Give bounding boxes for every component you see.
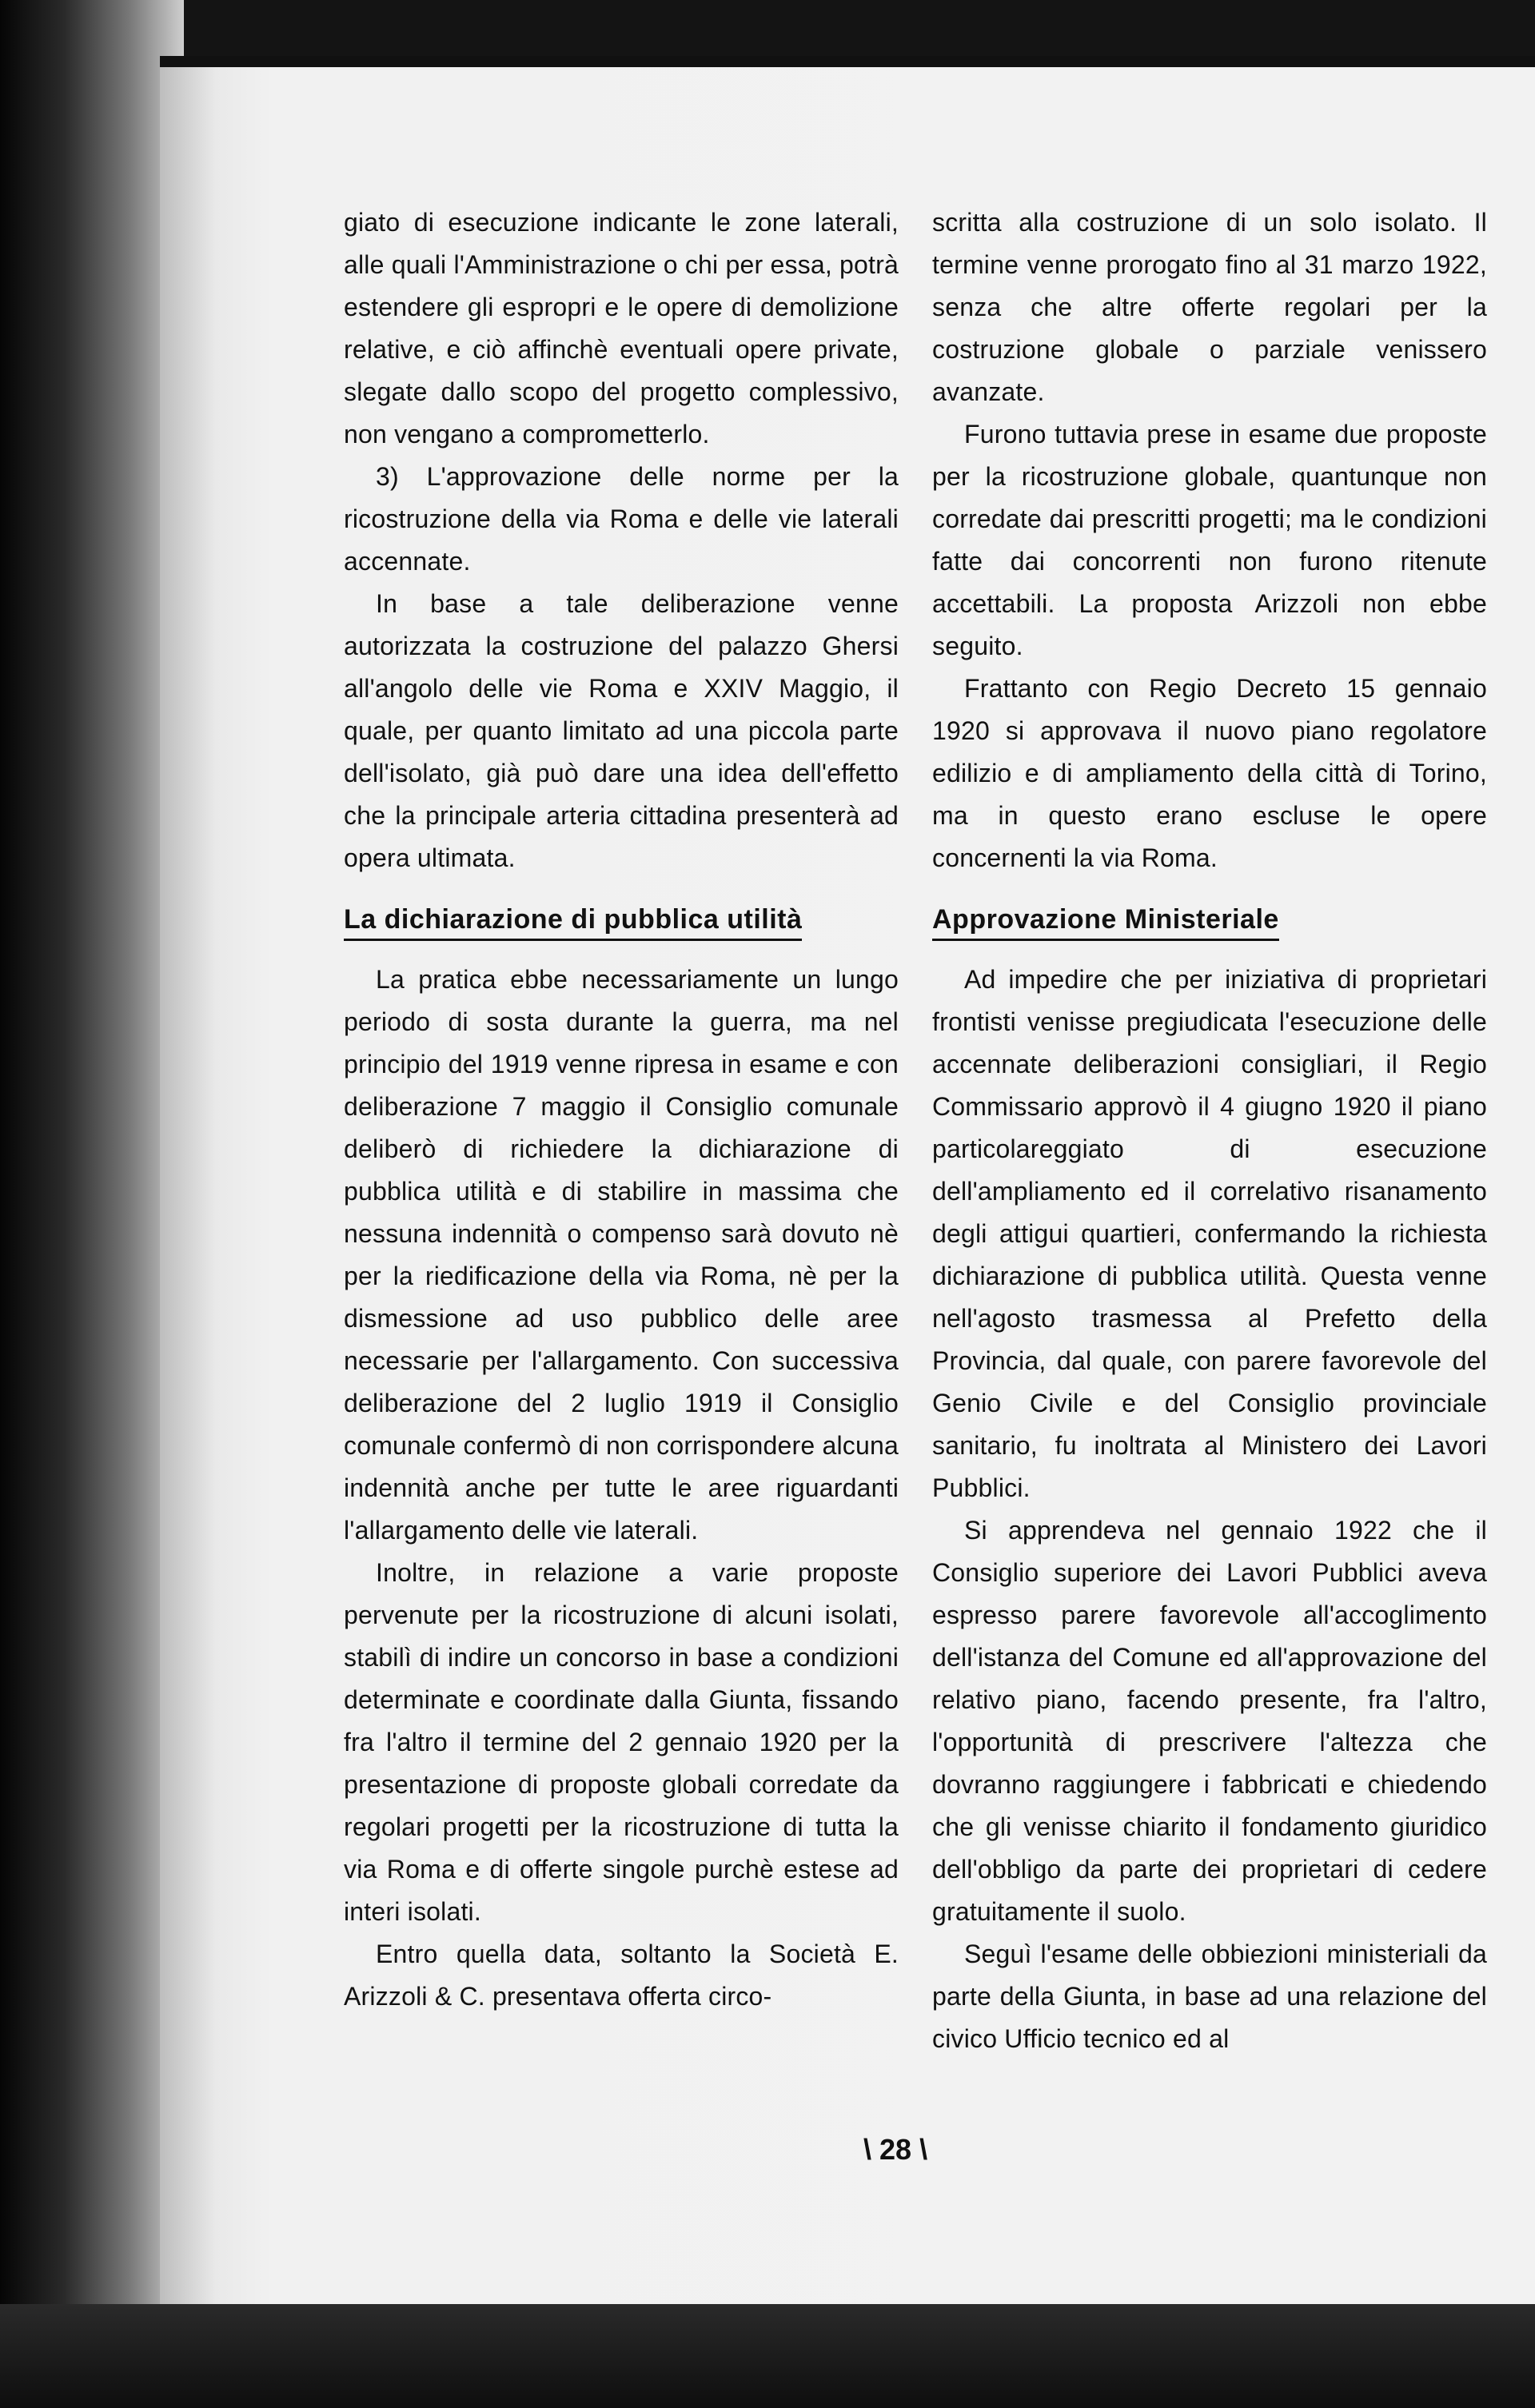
section-heading-pubblica-utilita: La dichiarazione di pubblica utilità — [344, 900, 802, 941]
scan-dark-edge — [0, 0, 184, 2408]
left-text-column — [344, 201, 899, 2018]
left-paragraph-6: Entro quella data, soltanto la Società E. Arizzoli & C. presentava offerta circo- — [344, 1940, 899, 2011]
left-paragraph-2: 3) L'approvazione delle norme per la ricostruzione della via Roma e delle vie laterali accennate. — [344, 462, 899, 576]
scan-bottom-band — [0, 2304, 1535, 2408]
left-paragraph-4: La pratica ebbe necessariamente un lungo periodo di sosta durante la guerra, ma nel principio del 1919 venne ripresa in esame e con deliberazione 7 maggio il Consiglio comunale deliberò di richiedere la dichiarazione di pubblica utilità e di stabilire in massima che nessuna indennità o compenso sarà dovuto nè per la riedificazione della via Roma, nè per la dismessione ad uso pubblico delle aree necessarie per l'allargamento. Con successiva deliberazione del 2 luglio 1919 il Consiglio comunale confermò di non corrispondere alcuna indennità anche per tutte le aree riguardanti l'allargamento delle vie laterali. — [344, 965, 899, 1545]
right-text-column — [932, 201, 1487, 2060]
right-paragraph-3: Frattanto con Regio Decreto 15 gennaio 1920 si approvava il nuovo piano regolatore edilizio e di ampliamento della città di Torino, ma in questo erano escluse le opere concernenti la via Roma. — [932, 674, 1487, 872]
right-paragraph-2: Furono tuttavia prese in esame due proposte per la ricostruzione globale, quantunque non corredate dai prescritti progetti; ma le condizioni fatte dai concorrenti non furono ritenute accettabili. La proposta Arizzoli non ebbe seguito. — [932, 420, 1487, 660]
page-number — [863, 2133, 927, 2167]
page-number-value: 28 — [879, 2133, 912, 2166]
page-number-left-mark: \ — [863, 2133, 880, 2166]
left-paragraph-5: Inoltre, in relazione a varie proposte pervenute per la ricostruzione di alcuni isolati, stabilì di indire un concorso in base a condizioni determinate e coordinate dalla Giunta, fissando fra l'altro il termine del 2 gennaio 1920 per la presentazione di proposte globali corredate da regolari progetti per la ricostruzione di tutta la via Roma e di offerte singole purchè estese ad interi isolati. — [344, 1558, 899, 1926]
page-number-right-mark: \ — [911, 2133, 928, 2166]
right-paragraph-5: Si apprendeva nel gennaio 1922 che il Consiglio superiore dei Lavori Pubblici aveva espresso parere favorevole all'accoglimento dell'istanza del Comune ed all'approvazione del relativo piano, facendo presente, fra l'altro, l'opportunità di prescrivere l'altezza che dovranno raggiungere i fabbricati e chiedendo che gli venisse chiarito il fondamento giuridico dell'obbligo da parte dei proprietari di cedere gratuitamente il suolo. — [932, 1516, 1487, 1926]
section-heading-approvazione-ministeriale: Approvazione Ministeriale — [932, 900, 1279, 941]
left-paragraph-1: giato di esecuzione indicante le zone laterali, alle quali l'Amministrazione o chi per essa, potrà estendere gli espropri e le opere di demolizione relative, e ciò affinchè eventuali opere private, slegate dallo scopo del progetto complessivo, non vengano a comprometterlo. — [344, 208, 899, 449]
left-paragraph-3: In base a tale deliberazione venne autorizzata la costruzione del palazzo Ghersi all'angolo delle vie Roma e XXIV Maggio, il quale, per quanto limitato ad una piccola parte dell'isolato, già può dare una idea dell'effetto che la principale arteria cittadina presenterà ad opera ultimata. — [344, 589, 899, 872]
right-paragraph-6: Seguì l'esame delle obbiezioni ministeriali da parte della Giunta, in base ad una relazione del civico Ufficio tecnico ed al — [932, 1940, 1487, 2053]
right-paragraph-4: Ad impedire che per iniziativa di proprietari frontisti venisse pregiudicata l'esecuzione delle accennate deliberazioni consigliari, il Regio Commissario approvò il 4 giugno 1920 il piano particolareggiato di esecuzione dell'ampliamento ed il correlativo risanamento degli attigui quartieri, confermando la richiesta dichiarazione di pubblica utilità. Questa venne nell'agosto trasmessa al Prefetto della Provincia, dal quale, con parere favorevole del Genio Civile e del Consiglio provinciale sanitario, fu inoltrata al Ministero dei Lavori Pubblici. — [932, 965, 1487, 1502]
right-paragraph-1: scritta alla costruzione di un solo isolato. Il termine venne prorogato fino al 31 marzo 1922, senza che altre offerte regolari per la costruzione globale o parziale venissero avanzate. — [932, 208, 1487, 406]
